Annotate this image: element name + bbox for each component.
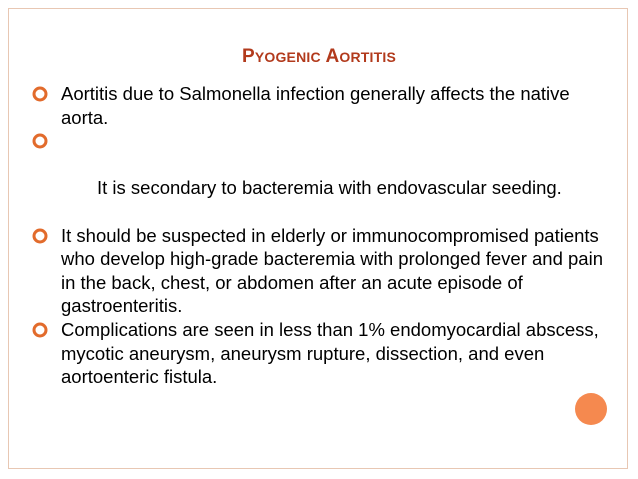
ring-bullet-icon <box>30 226 50 246</box>
title-word2-initial: A <box>325 46 340 67</box>
ring-bullet-icon <box>30 131 50 151</box>
bullet-text: Aortitis due to Salmonella infection generally affects the native aorta. <box>61 83 570 128</box>
ring-bullet-icon <box>30 320 50 340</box>
bullet-text: Complications are seen in less than 1% endomyocardial abscess, mycotic aneurysm, aneurysm rupture, dissection, and even aortoenteric fistula. <box>61 318 599 388</box>
ring-bullet-icon <box>30 84 50 104</box>
bullet-item <box>30 318 615 389</box>
bullet-item <box>30 224 615 318</box>
bullet-text: It should be suspected in elderly or immunocompromised patients who develop high-grade bacteremia with prolonged fever and pain in the back, chest, or abdomen after an acute episode of gastroenteritis. <box>61 224 603 317</box>
bullet-list <box>30 82 615 389</box>
bullet-item <box>30 82 615 129</box>
title-word1-initial: P <box>241 46 255 67</box>
orange-circle-icon <box>575 393 607 425</box>
bullet-text: It is secondary to bacteremia with endovascular seeding. <box>91 177 562 199</box>
title-word1-rest: YOGENIC <box>254 49 321 65</box>
bullet-item <box>30 129 615 223</box>
title-word2-rest: ORTITIS <box>339 49 397 65</box>
slide-title <box>0 46 638 68</box>
